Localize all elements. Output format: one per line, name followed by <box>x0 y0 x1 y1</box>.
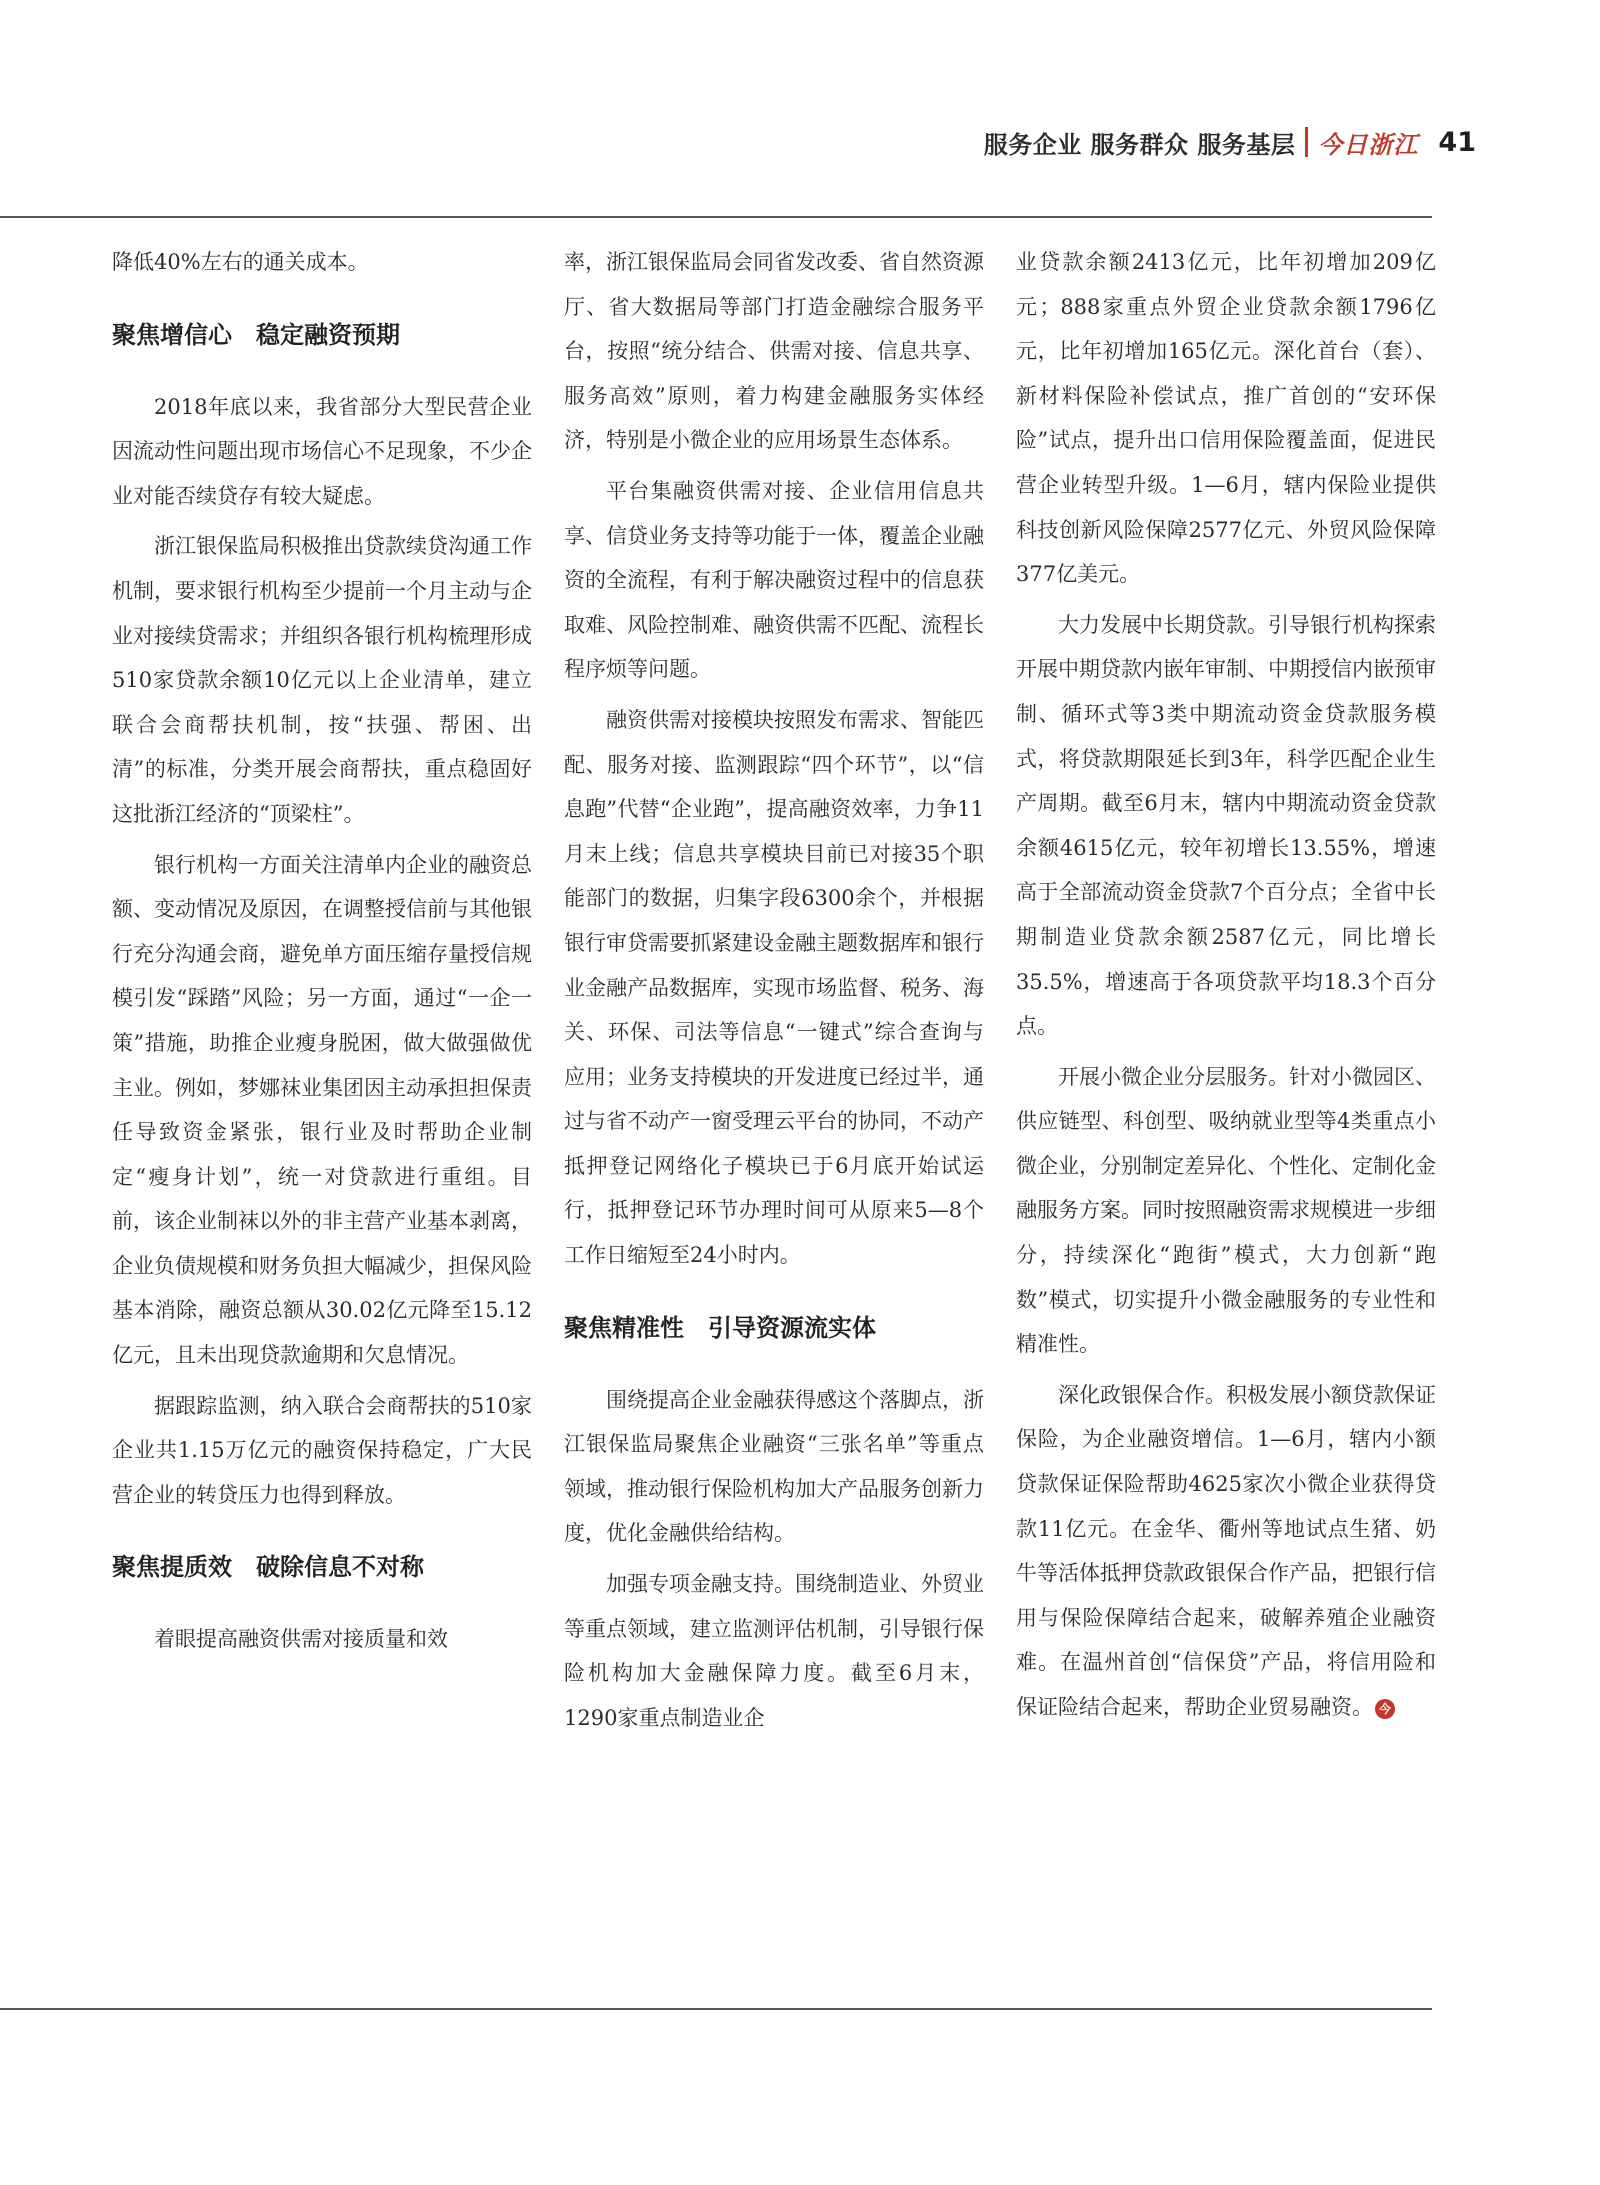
bottom-rule <box>0 2008 1432 2010</box>
paragraph: 大力发展中长期贷款。引导银行机构探索开展中期贷款内嵌年审制、中期授信内嵌预审制、循环式等3类中期流动资金贷款服务模式，将贷款期限延长到3年，科学匹配企业生产周期。截至6月末，辖内中期流动资金贷款余额4615亿元，较年初增长13.55%，增速高于全部流动资金贷款7个百分点；全省中长期制造业贷款余额2587亿元，同比增长35.5%，增速高于各项贷款平均18.3个百分点。 <box>1016 612 1436 1039</box>
paragraph: 业贷款余额2413亿元，比年初增加209亿元；888家重点外贸企业贷款余额1796亿元，比年初增加165亿元。深化首台（套）、新材料保险补偿试点，推广首创的“安环保险”试点，提升出口信用保险覆盖面，促进民营企业转型升级。1—6月，辖内保险业提供科技创新风险保障2577亿元、外贸风险保障377亿美元。 <box>1016 250 1436 587</box>
header-tagline: 服务企业 服务群众 服务基层 <box>983 130 1296 159</box>
column-1 <box>112 240 532 1668</box>
paragraph: 开展小微企业分层服务。针对小微园区、供应链型、科创型、吸纳就业型等4类重点小微企业，分别制定差异化、个性化、定制化金融服务方案。同时按照融资需求规模进一步细分，持续深化“跑街”模式，大力创新“跑数”模式，切实提升小微金融服务的专业性和精准性。 <box>1016 1064 1436 1357</box>
paragraph-text: 深化政银保合作。积极发展小额贷款保证保险，为企业融资增信。1—6月，辖内小额贷款保证保险帮助4625家次小微企业获得贷款11亿元。在金华、衢州等地试点生猪、奶牛等活体抵押贷款政银保合作产品，把银行信用与保险保障结合起来，破解养殖企业融资难。在温州首创“信保贷”产品，将信用险和保证险结合起来，帮助企业贸易融资。 <box>1016 1382 1436 1719</box>
end-mark-icon: 今 <box>1375 1699 1395 1719</box>
paragraph: 平台集融资供需对接、企业信用信息共享、信贷业务支持等功能于一体，覆盖企业融资的全流程，有利于解决融资过程中的信息获取难、风险控制难、融资供需不匹配、流程长程序烦等问题。 <box>564 478 984 682</box>
paragraph: 据跟踪监测，纳入联合会商帮扶的510家企业共1.15万亿元的融资保持稳定，广大民营企业的转贷压力也得到释放。 <box>112 1393 532 1507</box>
paragraph: 浙江银保监局积极推出贷款续贷沟通工作机制，要求银行机构至少提前一个月主动与企业对接续贷需求；并组织各银行机构梳理形成510家贷款余额10亿元以上企业清单，建立联合会商帮扶机制，按“扶强、帮困、出清”的标准，分类开展会商帮扶，重点稳固好这批浙江经济的“顶梁柱”。 <box>112 534 532 826</box>
page-number: 41 <box>1438 126 1476 158</box>
paragraph: 围绕提高企业金融获得感这个落脚点，浙江银保监局聚焦企业融资“三张名单”等重点领域，推动银行保险机构加大产品服务创新力度，优化金融供给结构。 <box>564 1387 984 1546</box>
column-3 <box>1016 240 1436 1736</box>
paragraph: 降低40%左右的通关成本。 <box>112 250 369 274</box>
paragraph <box>1016 1373 1436 1730</box>
section-heading: 聚焦提质效 破除信息不对称 <box>112 1553 424 1582</box>
top-rule <box>0 216 1432 218</box>
paragraph: 2018年底以来，我省部分大型民营企业因流动性问题出现市场信心不足现象，不少企业对能否续贷存有较大疑虑。 <box>112 394 532 508</box>
paragraph: 银行机构一方面关注清单内企业的融资总额、变动情况及原因，在调整授信前与其他银行充分沟通会商，避免单方面压缩存量授信规模引发“踩踏”风险；另一方面，通过“一企一策”措施，助推企业瘦身脱困，做大做强做优主业。例如，梦娜袜业集团因主动承担担保责任导致资金紧张，银行业及时帮助企业制定“瘦身计划”，统一对贷款进行重组。目前，该企业制袜以外的非主营产业基本剥离，企业负债规模和财务负担大幅减少，担保风险基本消除，融资总额从30.02亿元降至15.12亿元，且未出现贷款逾期和欠息情况。 <box>112 852 532 1368</box>
page-header <box>984 122 1476 162</box>
header-divider <box>1305 127 1308 157</box>
magazine-logo: 今日浙江 <box>1318 129 1419 159</box>
paragraph: 着眼提高融资供需对接质量和效 <box>154 1627 448 1652</box>
paragraph: 融资供需对接模块按照发布需求、智能匹配、服务对接、监测跟踪“四个环节”，以“信息跑”代替“企业跑”，提高融资效率，力争11月末上线；信息共享模块目前已对接35个职能部门的数据，归集字段6300余个，并根据银行审贷需要抓紧建设金融主题数据库和银行业金融产品数据库，实现市场监督、税务、海关、环保、司法等信息“一键式”综合查询与应用；业务支持模块的开发进度已经过半，通过与省不动产一窗受理云平台的协同，不动产抵押登记网络化子模块已于6月底开始试运行，抵押登记环节办理时间可从原来5—8个工作日缩短至24小时内。 <box>564 707 984 1268</box>
section-heading: 聚焦增信心 稳定融资预期 <box>112 320 400 349</box>
column-2 <box>564 240 984 1746</box>
paragraph: 加强专项金融支持。围绕制造业、外贸业等重点领域，建立监测评估机制，引导银行保险机构加大金融保障力度。截至6月末，1290家重点制造业企 <box>564 1572 984 1730</box>
paragraph: 率，浙江银保监局会同省发改委、省自然资源厅、省大数据局等部门打造金融综合服务平台，按照“统分结合、供需对接、信息共享、服务高效”原则，着力构建金融服务实体经济，特别是小微企业的应用场景生态体系。 <box>564 250 984 453</box>
section-heading: 聚焦精准性 引导资源流实体 <box>564 1313 876 1342</box>
